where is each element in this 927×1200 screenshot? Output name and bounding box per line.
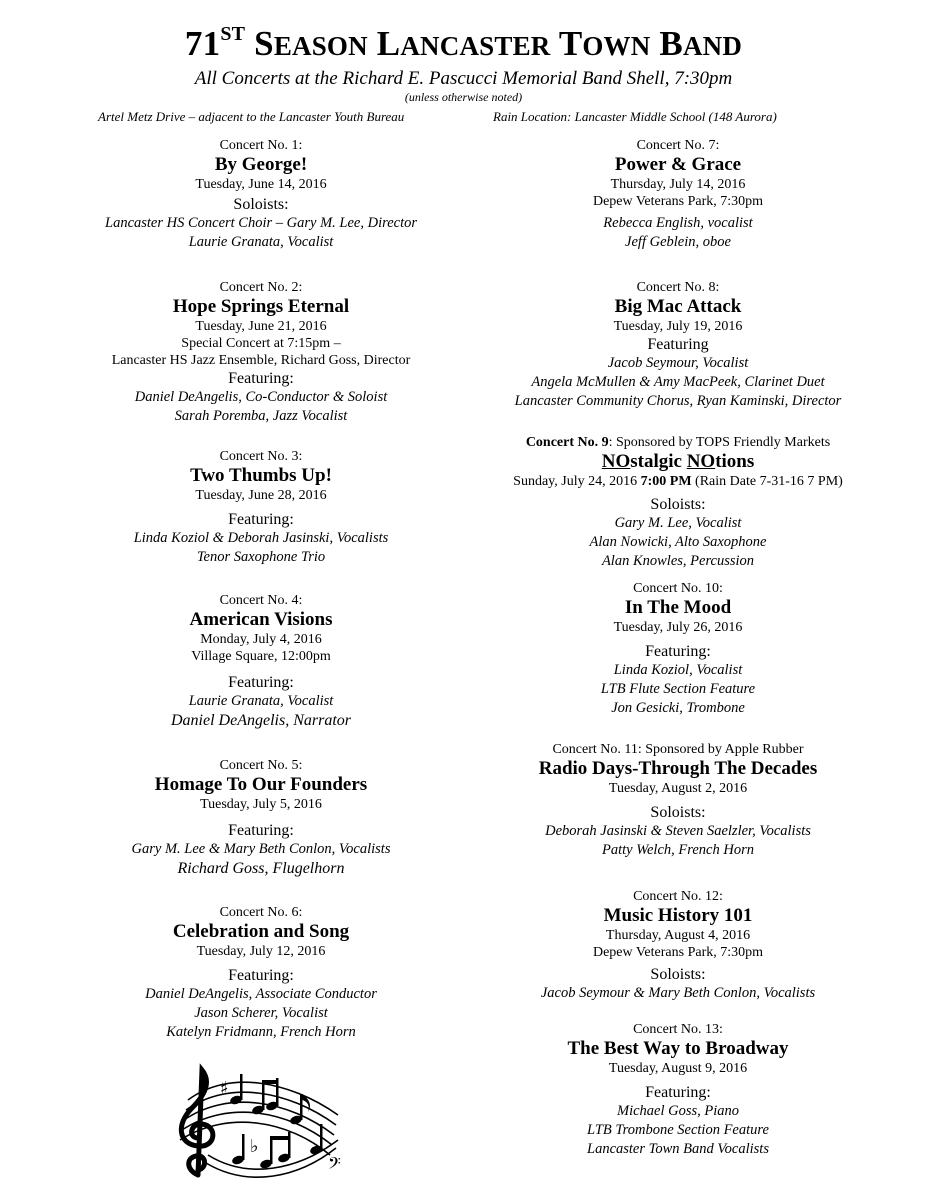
concert-12	[448, 888, 908, 1003]
performer: Daniel DeAngelis, Narrator	[171, 712, 351, 729]
performer: Alan Nowicki, Alto Saxophone	[589, 534, 767, 550]
concert-number: Concert No. 13:	[633, 1022, 723, 1037]
section-label: Soloists:	[233, 196, 289, 213]
concert-number: Concert No. 10:	[633, 581, 723, 596]
concert-number: Concert No. 11: Sponsored by Apple Rubber	[552, 742, 804, 757]
performer: Gary M. Lee & Mary Beth Conlon, Vocalists	[131, 841, 391, 857]
concert-title: The Best Way to Broadway	[567, 1038, 789, 1059]
performer: Daniel DeAngelis, Co-Conductor & Soloist	[134, 389, 388, 405]
performer: Katelyn Fridmann, French Horn	[166, 1024, 356, 1040]
section-label: Featuring:	[228, 674, 294, 691]
concert-date: Thursday, August 4, 2016	[605, 928, 751, 943]
concert-date: Tuesday, July 19, 2016	[613, 319, 743, 334]
section-label: Featuring:	[228, 967, 294, 984]
concert-6	[31, 904, 491, 1042]
performer: Gary M. Lee, Vocalist	[614, 515, 742, 531]
concert-date: Monday, July 4, 2016	[200, 632, 322, 647]
concert-date: Tuesday, June 28, 2016	[195, 488, 327, 503]
svg-text:𝄢: 𝄢	[328, 1153, 341, 1177]
performer: Rebecca English, vocalist	[603, 215, 753, 231]
concert-number: Concert No. 5:	[219, 758, 303, 773]
performer: Jeff Geblein, oboe	[625, 234, 731, 250]
performer: Jacob Seymour, Vocalist	[607, 355, 749, 371]
concert-number: Concert No. 9: Sponsored by TOPS Friendly Markets	[525, 435, 831, 450]
concert-location: Village Square, 12:00pm	[191, 649, 331, 664]
concert-title: Hope Springs Eternal	[172, 296, 350, 317]
concert-date: Sunday, July 24, 2016 7:00 PM (Rain Date 7-31-16 7 PM)	[513, 474, 843, 489]
concert-9	[448, 434, 908, 571]
concert-13	[448, 1021, 908, 1159]
page-title: 71ST SEASON LANCASTER TOWN BAND	[184, 23, 743, 63]
performer: Laurie Granata, Vocalist	[188, 693, 334, 709]
performer: Richard Goss, Flugelhorn	[177, 860, 345, 877]
concert-7	[448, 137, 908, 252]
performer: Tenor Saxophone Trio	[196, 549, 326, 565]
concert-date: Tuesday, July 5, 2016	[200, 797, 322, 812]
location-right: Rain Location: Lancaster Middle School (148 Aurora)	[493, 109, 777, 124]
performer: Jason Scherer, Vocalist	[194, 1005, 328, 1021]
section-label: Featuring:	[228, 370, 294, 387]
concert-5	[31, 757, 491, 878]
concert-title: NOstalgic NOtions	[601, 451, 755, 472]
concert-number: Concert No. 3:	[219, 449, 303, 464]
section-label: Soloists:	[650, 804, 706, 821]
performer: Jon Gesicki, Trombone	[611, 700, 745, 716]
section-label: Featuring:	[645, 1084, 711, 1101]
performer: Lancaster Community Chorus, Ryan Kaminski, Director	[514, 393, 842, 409]
concert-title: By George!	[214, 154, 308, 175]
concert-1	[31, 137, 491, 252]
performer: Laurie Granata, Vocalist	[188, 234, 334, 250]
concert-11	[448, 741, 908, 860]
concert-8	[448, 279, 908, 411]
concert-title: Homage To Our Founders	[154, 774, 368, 795]
concert-date: Tuesday, August 9, 2016	[608, 1061, 748, 1076]
performer: Deborah Jasinski & Steven Saelzler, Vocalists	[545, 823, 811, 839]
concert-date: Tuesday, July 26, 2016	[613, 620, 743, 635]
section-label: Soloists:	[650, 496, 706, 513]
svg-text:♯: ♯	[220, 1078, 229, 1099]
concert-date: Tuesday, June 21, 2016	[195, 319, 327, 334]
concert-title: American Visions	[189, 609, 333, 630]
section-label: Featuring:	[228, 511, 294, 528]
concert-title: Two Thumbs Up!	[190, 465, 332, 486]
performer: Sarah Poremba, Jazz Vocalist	[174, 408, 348, 424]
concert-number: Concert No. 7:	[636, 138, 720, 153]
performer: Linda Koziol & Deborah Jasinski, Vocalists	[133, 530, 389, 546]
section-label: Featuring:	[228, 822, 294, 839]
concert-number: Concert No. 4:	[219, 593, 303, 608]
concert-note: Lancaster HS Jazz Ensemble, Richard Goss, Director	[111, 353, 411, 368]
concert-4	[31, 592, 491, 730]
concert-date: Thursday, July 14, 2016	[610, 177, 746, 192]
performer: Lancaster HS Concert Choir – Gary M. Lee, Director	[105, 215, 417, 231]
performer: Michael Goss, Piano	[616, 1103, 740, 1119]
concert-number: Concert No. 1:	[219, 138, 303, 153]
section-label: Featuring:	[645, 643, 711, 660]
concert-title: Power & Grace	[614, 154, 742, 175]
concert-2	[31, 279, 491, 426]
concert-number: Concert No. 8:	[636, 280, 720, 295]
concert-title: Big Mac Attack	[614, 296, 742, 317]
performer: LTB Flute Section Feature	[600, 681, 756, 697]
concert-title: Radio Days-Through The Decades	[538, 758, 818, 779]
subtitle: All Concerts at the Richard E. Pascucci Memorial Band Shell, 7:30pm	[194, 68, 733, 89]
concert-3	[31, 448, 491, 567]
header	[0, 14, 927, 104]
performer: LTB Trombone Section Feature	[587, 1122, 769, 1138]
concert-number: Concert No. 6:	[219, 905, 303, 920]
concert-title: Celebration and Song	[172, 921, 350, 942]
concert-title: In The Mood	[624, 597, 732, 618]
performer: Jacob Seymour & Mary Beth Conlon, Vocalists	[540, 985, 816, 1001]
performer: Patty Welch, French Horn	[602, 842, 754, 858]
concert-number: Concert No. 12:	[633, 889, 723, 904]
location-left: Artel Metz Drive – adjacent to the Lancaster Youth Bureau	[98, 109, 405, 124]
section-label: Featuring	[647, 336, 709, 353]
performer: Daniel DeAngelis, Associate Conductor	[145, 986, 377, 1002]
concert-title: Music History 101	[603, 905, 753, 926]
concert-10	[448, 580, 908, 718]
music-notes-icon	[168, 1060, 348, 1185]
concert-note: Special Concert at 7:15pm –	[181, 336, 341, 351]
concert-date: Tuesday, July 12, 2016	[196, 944, 326, 959]
concert-location: Depew Veterans Park, 7:30pm	[592, 194, 764, 209]
concert-number: Concert No. 2:	[219, 280, 303, 295]
performer: Lancaster Town Band Vocalists	[587, 1141, 769, 1157]
section-label: Soloists:	[650, 966, 706, 983]
concert-date: Tuesday, August 2, 2016	[608, 781, 748, 796]
performer: Alan Knowles, Percussion	[601, 553, 755, 569]
performer: Angela McMullen & Amy MacPeek, Clarinet Duet	[531, 374, 825, 390]
performer: Linda Koziol, Vocalist	[613, 662, 743, 678]
concert-date: Tuesday, June 14, 2016	[195, 177, 327, 192]
concert-location: Depew Veterans Park, 7:30pm	[592, 945, 764, 960]
time-note: (unless otherwise noted)	[404, 90, 523, 104]
svg-text:♭: ♭	[250, 1136, 259, 1157]
